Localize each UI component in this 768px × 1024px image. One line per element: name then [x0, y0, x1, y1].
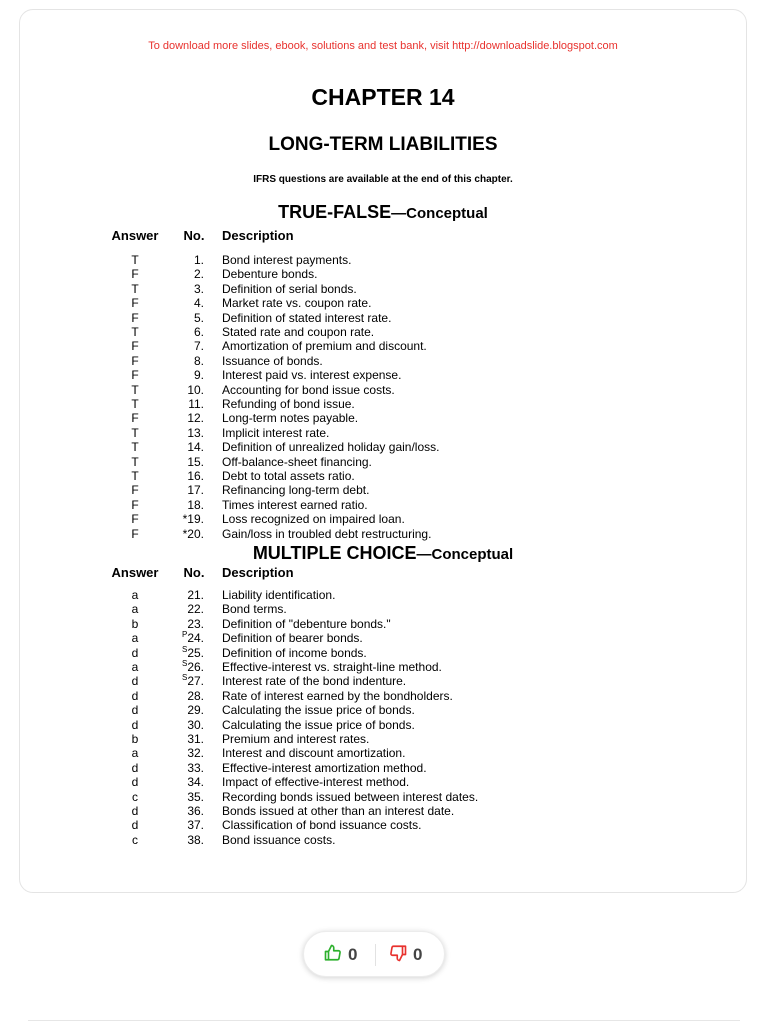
number-text: 27. — [187, 674, 204, 689]
description-cell: Impact of effective-interest method. — [222, 775, 410, 790]
answer-cell: a — [131, 602, 139, 617]
number-cell — [170, 732, 204, 746]
description-cell: Debenture bonds. — [222, 267, 318, 282]
description-cell: Interest rate of the bond indenture. — [222, 674, 407, 689]
question-row — [20, 646, 746, 660]
number-header: No. — [183, 565, 205, 580]
question-row — [20, 282, 746, 296]
number-cell — [170, 631, 204, 645]
number-cell — [170, 527, 204, 541]
number-cell — [170, 426, 204, 440]
number-text: 16. — [187, 469, 204, 483]
description-cell: Premium and interest rates. — [222, 732, 370, 746]
question-row — [20, 512, 746, 526]
downvote-count: 0 — [413, 945, 423, 964]
number-cell — [170, 440, 204, 454]
question-marker: P — [181, 630, 188, 640]
description-cell: Classification of bond issuance costs. — [222, 818, 422, 833]
number-cell — [170, 602, 204, 616]
description-cell: Implicit interest rate. — [222, 425, 330, 440]
description-cell: Accounting for bond issue costs. — [222, 382, 395, 397]
question-row — [20, 588, 746, 602]
answer-cell: T — [131, 382, 139, 397]
number-cell — [170, 674, 204, 688]
question-row — [20, 718, 746, 732]
description-cell: Calculating the issue price of bonds. — [222, 717, 415, 732]
number-text: 12. — [187, 411, 204, 426]
multiple-choice-title-main: MULTIPLE CHOICE — [252, 543, 417, 563]
question-row — [20, 339, 746, 353]
promo-text: To download more slides, ebook, solutions and test bank, visit http://downloadslide.blogspot.com — [148, 40, 618, 52]
question-marker: S — [181, 644, 188, 654]
number-cell — [170, 804, 204, 818]
number-text: 24. — [187, 631, 204, 646]
multiple-choice-title-sub: —Conceptual — [416, 546, 514, 563]
number-cell — [170, 397, 204, 411]
description-cell: Liability identification. — [222, 588, 336, 602]
number-cell — [170, 761, 204, 775]
answer-cell: T — [131, 425, 139, 440]
number-cell — [170, 617, 204, 631]
question-row — [20, 674, 746, 688]
answer-cell: a — [131, 746, 139, 761]
answer-cell: F — [131, 497, 139, 512]
question-row — [20, 267, 746, 281]
thumbs-down-icon — [389, 944, 407, 967]
answer-cell: T — [131, 469, 139, 483]
question-row — [20, 383, 746, 397]
number-cell — [170, 383, 204, 397]
number-text: 28. — [187, 688, 204, 703]
question-row — [20, 440, 746, 454]
question-row — [20, 703, 746, 717]
question-row — [20, 296, 746, 310]
true-false-title-sub: —Conceptual — [391, 205, 488, 222]
answer-cell: b — [131, 732, 139, 746]
answer-cell: a — [131, 588, 139, 602]
number-text: 32. — [187, 746, 204, 761]
number-text: 1. — [193, 253, 204, 267]
number-text: *20. — [182, 526, 204, 541]
number-cell — [170, 368, 204, 382]
answer-cell: T — [131, 454, 139, 469]
question-row — [20, 455, 746, 469]
description-cell: Effective-interest amortization method. — [222, 760, 427, 775]
description-cell: Stated rate and coupon rate. — [222, 325, 375, 339]
answer-cell: c — [132, 832, 138, 847]
thumbs-up-icon — [324, 944, 342, 967]
upvote-count: 0 — [348, 945, 358, 964]
number-cell — [170, 282, 204, 296]
number-cell — [170, 469, 204, 483]
description-cell: Debt to total assets ratio. — [222, 469, 355, 483]
question-row — [20, 483, 746, 497]
question-row — [20, 617, 746, 631]
number-text: 30. — [187, 717, 204, 732]
answer-cell: d — [131, 804, 139, 818]
number-cell — [170, 411, 204, 425]
description-cell: Interest paid vs. interest expense. — [222, 368, 402, 383]
question-row — [20, 527, 746, 541]
answer-cell: F — [131, 296, 139, 311]
number-cell — [170, 339, 204, 353]
number-cell — [170, 267, 204, 281]
answer-cell: T — [131, 253, 139, 267]
number-text: 17. — [187, 483, 204, 498]
description-cell: Bond terms. — [222, 602, 287, 617]
downvote-button[interactable] — [389, 944, 422, 966]
number-cell — [170, 498, 204, 512]
question-row — [20, 689, 746, 703]
upvote-button[interactable] — [324, 944, 357, 966]
number-cell — [170, 833, 204, 847]
number-cell — [170, 354, 204, 368]
number-header: No. — [183, 228, 205, 243]
description-header: Description — [222, 228, 294, 243]
question-row — [20, 746, 746, 760]
vote-divider — [375, 944, 376, 966]
answer-cell: b — [131, 616, 139, 631]
description-cell: Amortization of premium and discount. — [222, 339, 427, 354]
number-text: 22. — [187, 602, 204, 617]
description-cell: Definition of stated interest rate. — [222, 310, 392, 325]
answer-cell: d — [131, 688, 139, 703]
question-row — [20, 368, 746, 382]
description-cell: Bonds issued at other than an interest date. — [222, 804, 455, 818]
number-text: 23. — [187, 616, 204, 631]
description-cell: Issuance of bonds. — [222, 353, 323, 368]
number-text: 7. — [193, 339, 204, 354]
answer-cell: T — [131, 397, 139, 411]
number-text: 9. — [193, 368, 204, 383]
answer-cell: c — [132, 789, 138, 804]
answer-cell: F — [131, 411, 139, 426]
question-row — [20, 426, 746, 440]
description-cell: Definition of bearer bonds. — [222, 631, 363, 646]
answer-cell: T — [131, 440, 139, 455]
question-row — [20, 325, 746, 339]
answer-cell: d — [131, 703, 139, 718]
number-cell — [170, 818, 204, 832]
description-cell: Effective-interest vs. straight-line method. — [222, 660, 442, 674]
number-text: 26. — [187, 660, 204, 674]
question-marker: S — [181, 659, 188, 668]
description-cell: Calculating the issue price of bonds. — [222, 703, 415, 718]
question-row — [20, 253, 746, 267]
number-text: 31. — [187, 732, 204, 746]
question-row — [20, 833, 746, 847]
description-cell: Gain/loss in troubled debt restructuring. — [222, 526, 432, 541]
description-cell: Refinancing long-term debt. — [222, 483, 370, 498]
number-text: 13. — [187, 425, 204, 440]
number-cell — [170, 660, 204, 674]
number-text: 8. — [193, 353, 204, 368]
answer-cell: F — [131, 267, 139, 282]
number-text: 5. — [193, 310, 204, 325]
number-text: 33. — [187, 760, 204, 775]
number-cell — [170, 455, 204, 469]
number-cell — [170, 311, 204, 325]
answer-cell: T — [131, 325, 139, 339]
number-cell — [170, 483, 204, 497]
answer-cell: F — [131, 310, 139, 325]
number-text: 25. — [187, 645, 204, 660]
number-text: 3. — [193, 281, 204, 296]
number-text: 37. — [187, 818, 204, 833]
true-false-header — [20, 228, 746, 243]
question-row — [20, 354, 746, 368]
document-page — [19, 9, 747, 893]
answer-cell: d — [131, 674, 139, 689]
question-row — [20, 311, 746, 325]
ifrs-note: IFRS questions are available at the end of this chapter. — [253, 174, 513, 185]
answer-cell: F — [131, 512, 139, 527]
answer-cell: F — [131, 368, 139, 383]
question-row — [20, 411, 746, 425]
answer-cell: F — [131, 483, 139, 498]
description-cell: Recording bonds issued between interest dates. — [222, 789, 479, 804]
multiple-choice-title — [20, 543, 746, 564]
description-cell: Market rate vs. coupon rate. — [222, 296, 372, 311]
description-cell: Loss recognized on impaired loan. — [222, 512, 405, 527]
description-cell: Times interest earned ratio. — [222, 497, 368, 512]
multiple-choice-header — [20, 565, 746, 580]
question-marker: S — [181, 673, 188, 683]
question-row — [20, 818, 746, 832]
number-text: 21. — [187, 588, 204, 602]
description-cell: Bond issuance costs. — [222, 832, 336, 847]
question-row — [20, 790, 746, 804]
number-text: 15. — [187, 454, 204, 469]
description-cell: Bond interest payments. — [222, 253, 352, 267]
description-cell: Off-balance-sheet financing. — [222, 454, 372, 469]
description-cell: Definition of serial bonds. — [222, 281, 357, 296]
number-cell — [170, 512, 204, 526]
number-cell — [170, 646, 204, 660]
chapter-heading: CHAPTER 14 — [311, 84, 455, 110]
description-cell: Definition of "debenture bonds." — [222, 616, 391, 631]
description-cell: Definition of income bonds. — [222, 645, 367, 660]
answer-header: Answer — [111, 228, 159, 243]
number-text: 36. — [187, 804, 204, 818]
number-text: 35. — [187, 789, 204, 804]
number-text: 10. — [187, 382, 204, 397]
question-row — [20, 660, 746, 674]
answer-cell: d — [131, 775, 139, 790]
answer-cell: F — [131, 526, 139, 541]
number-cell — [170, 718, 204, 732]
number-text: 2. — [193, 267, 204, 282]
number-text: 29. — [187, 703, 204, 718]
number-text: 11. — [188, 397, 204, 411]
number-text: *19. — [182, 512, 204, 527]
answer-cell: a — [131, 660, 139, 674]
number-cell — [170, 746, 204, 760]
answer-cell: d — [131, 760, 139, 775]
chapter-title: LONG-TERM LIABILITIES — [268, 134, 498, 155]
answer-cell: T — [131, 281, 139, 296]
vote-widget — [303, 931, 445, 977]
number-cell — [170, 790, 204, 804]
description-cell: Long-term notes payable. — [222, 411, 359, 426]
description-cell: Definition of unrealized holiday gain/loss. — [222, 440, 440, 455]
question-row — [20, 397, 746, 411]
number-cell — [170, 588, 204, 602]
number-text: 4. — [193, 296, 204, 311]
true-false-title — [20, 202, 746, 223]
number-text: 14. — [187, 440, 204, 455]
answer-cell: d — [131, 645, 139, 660]
answer-cell: d — [131, 717, 139, 732]
answer-header: Answer — [111, 565, 159, 580]
answer-cell: F — [131, 353, 139, 368]
number-text: 34. — [187, 775, 204, 790]
question-row — [20, 631, 746, 645]
number-text: 18. — [187, 497, 204, 512]
description-header: Description — [222, 565, 294, 580]
number-cell — [170, 703, 204, 717]
question-row — [20, 775, 746, 789]
question-row — [20, 498, 746, 512]
answer-cell: a — [131, 631, 139, 646]
number-cell — [170, 253, 204, 267]
question-row — [20, 732, 746, 746]
answer-cell: F — [131, 339, 139, 354]
question-row — [20, 469, 746, 483]
answer-cell: d — [131, 818, 139, 833]
question-row — [20, 804, 746, 818]
question-row — [20, 602, 746, 616]
true-false-title-main: TRUE-FALSE — [278, 202, 392, 222]
number-cell — [170, 325, 204, 339]
description-cell: Rate of interest earned by the bondholders. — [222, 688, 453, 703]
description-cell: Refunding of bond issue. — [222, 397, 355, 411]
number-cell — [170, 775, 204, 789]
number-text: 38. — [187, 832, 204, 847]
question-row — [20, 761, 746, 775]
number-cell — [170, 296, 204, 310]
description-cell: Interest and discount amortization. — [222, 746, 406, 761]
number-text: 6. — [193, 325, 204, 339]
number-cell — [170, 689, 204, 703]
divider — [28, 1020, 740, 1021]
